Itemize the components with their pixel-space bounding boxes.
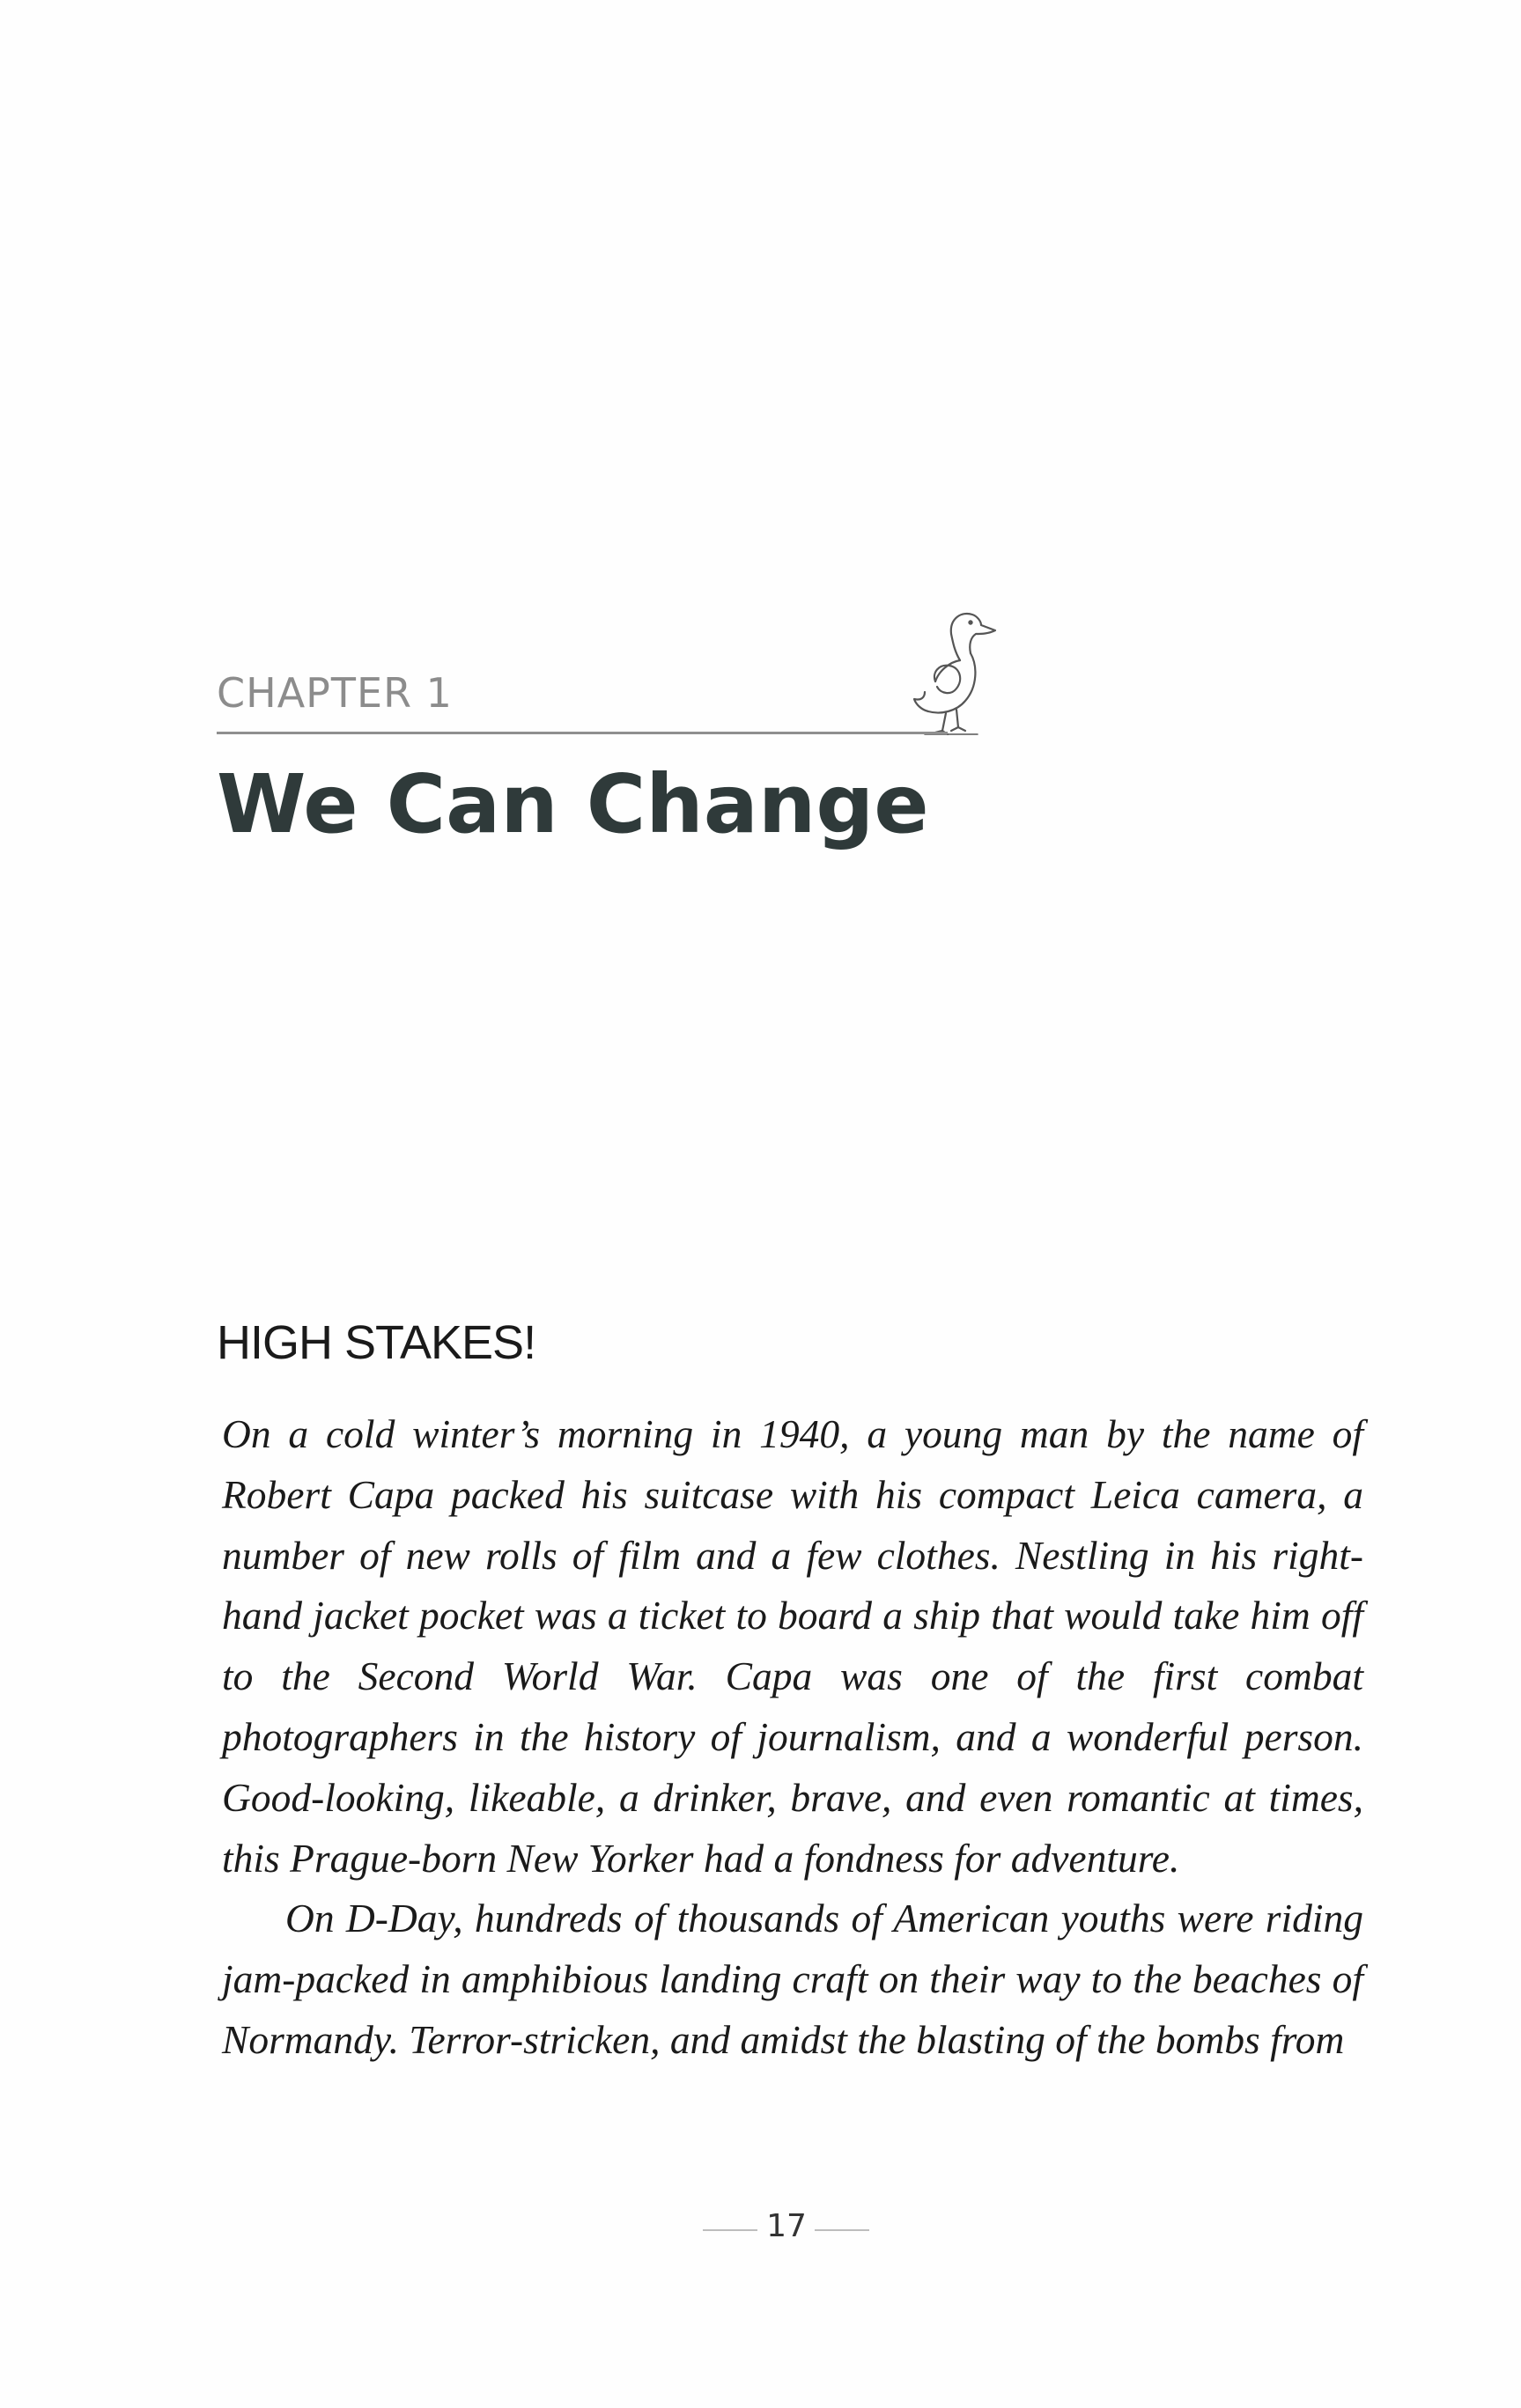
- paragraph: On D-Day, hundreds of thousands of American youths were riding jam-packed in amphibious landing craft on their way to the beaches of Normandy. Terror-stricken, and amidst the blasting of the bombs from: [222, 1896, 1363, 2062]
- chapter-divider: [217, 732, 948, 734]
- footer-rule: [815, 2229, 869, 2231]
- page-number: 17: [766, 2208, 807, 2244]
- footer-rule: [703, 2229, 757, 2231]
- chapter-label: CHAPTER 1: [217, 669, 453, 717]
- body-text: [222, 1404, 1363, 2071]
- chapter-title: We Can Change: [217, 757, 929, 851]
- page-footer: [0, 2208, 1521, 2252]
- paragraph: On a cold winter’s morning in 1940, a young man by the name of Robert Capa packed his suitcase with his compact Leica camera, a number of new rolls of film and a few clothes. Nestling in his right-hand jacket pocket was a ticket to board a ship that would take him off to the Second World War. Capa was one of the first combat photographers in the history of journalism, and a wonderful person. Good-looking, likeable, a drinker, brave, and even romantic at times, this Prague-born New Yorker had a fondness for adventure.: [222, 1411, 1363, 1881]
- duck-icon: [890, 599, 1022, 740]
- section-heading: HIGH STAKES!: [217, 1316, 536, 1369]
